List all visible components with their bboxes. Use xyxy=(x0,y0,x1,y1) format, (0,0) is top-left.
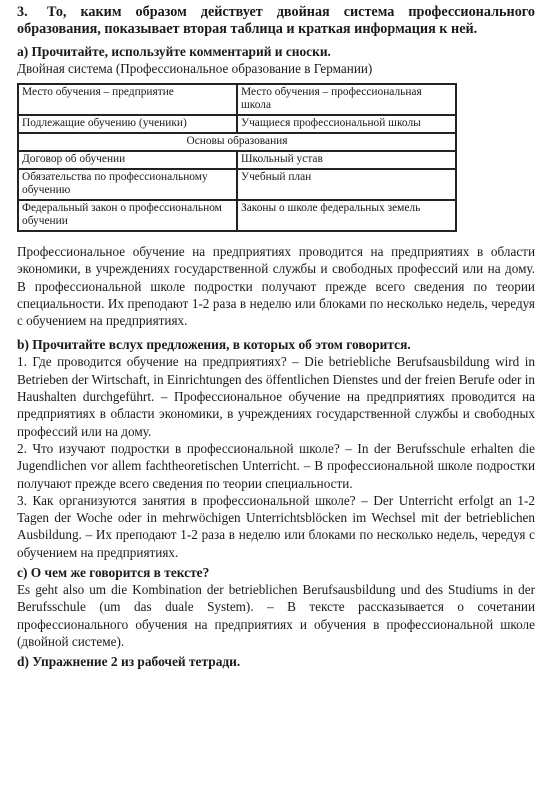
table-cell: Место обучения – предприятие xyxy=(18,84,237,115)
table-row xyxy=(18,151,456,169)
section-b-item: 3. Как организуются занятия в профессиональной школе? – Der Unterricht erfolgt an 1-2 Tagen der Woche oder in mehrwöchigen Unterrichtsblöcken im Wechsel mit der betrieblichen Ausbildung. – Их преподают 1-2 раза в неделю или блоками по несколько недель, чередуя с обучением на предприятиях. xyxy=(17,492,535,560)
section-b-item: 1. Где проводится обучение на предприятиях? – Die betriebliche Berufsausbildung wird in Betrieben der Wirtschaft, in Einrichtungen des öffentlichen Dienstes und der freien Berufe oder in Haushalten durchgeführt. – Профессиональное обучение на предприятиях проводится на предприятиях в области экономики, в учреждениях государственной службы и свободных профессий или на дому. xyxy=(17,354,535,439)
page xyxy=(17,0,535,670)
section-b-title: b) Прочитайте вслух предложения, в которых об этом говорится. xyxy=(17,337,411,353)
section-a-title: а) Прочитайте, используйте комментарий и сноски. xyxy=(17,44,331,59)
table-span-cell: Основы образования xyxy=(18,133,456,151)
exercise-number: 3. xyxy=(17,4,28,20)
table-cell: Учебный план xyxy=(237,169,456,200)
exercise-heading xyxy=(17,4,535,38)
table-cell: Учащиеся профессиональной школы xyxy=(237,115,456,133)
table-cell: Договор об обучении xyxy=(18,151,237,169)
table-cell: Обязательства по профессиональному обучению xyxy=(18,169,237,200)
table-row xyxy=(18,169,456,200)
table-cell: Законы о школе федеральных земель xyxy=(237,200,456,231)
exercise-heading-text: То, каким образом действует двойная система профессионального образования, показывает вторая таблица и краткая информация к ней. xyxy=(17,4,535,37)
table-row xyxy=(18,84,456,115)
table-caption: Двойная система (Профессиональное образование в Германии) xyxy=(17,61,373,76)
table-row xyxy=(18,200,456,231)
section-c-title: с) О чем же говорится в тексте? xyxy=(17,565,210,581)
table-cell: Федеральный закон о профессиональном обучении xyxy=(18,200,237,231)
table-cell: Школьный устав xyxy=(237,151,456,169)
section-d-title: d) Упражнение 2 из рабочей тетради. xyxy=(17,654,241,670)
table-cell: Место обучения – профессиональная школа xyxy=(237,84,456,115)
section-c-paragraph: Es geht also um die Kombination der betrieblichen Berufsausbildung und des Studiums in der Berufsschule (um das duale System). – В тексте рассказывается о сочетании профессионального обучения на предприятиях и обучения в профессиональной школе (двойной системе). xyxy=(17,582,535,649)
table-row xyxy=(18,115,456,133)
section-a-paragraph: Профессиональное обучение на предприятиях проводится на предприятиях в области экономики, в учреждениях государственной службы и свободных профессий или на дому. В профессиональной школе подростки получают прежде всего сведения по теории специальности. Их преподают 1-2 раза в неделю или блоками по несколько недель, чередуя с обучением на предприятиях. xyxy=(17,244,535,329)
table-cell: Подлежащие обучению (ученики) xyxy=(18,115,237,133)
section-b-item: 2. Что изучают подростки в профессиональной школе? – In der Berufsschule erhalten die Jugendlichen vor allem fachtheoretischen Unterricht. – В профессиональной школе подростки получают прежде всего сведения по теории специальности. xyxy=(17,440,535,491)
table-row xyxy=(18,133,456,151)
dual-system-table xyxy=(17,83,457,232)
